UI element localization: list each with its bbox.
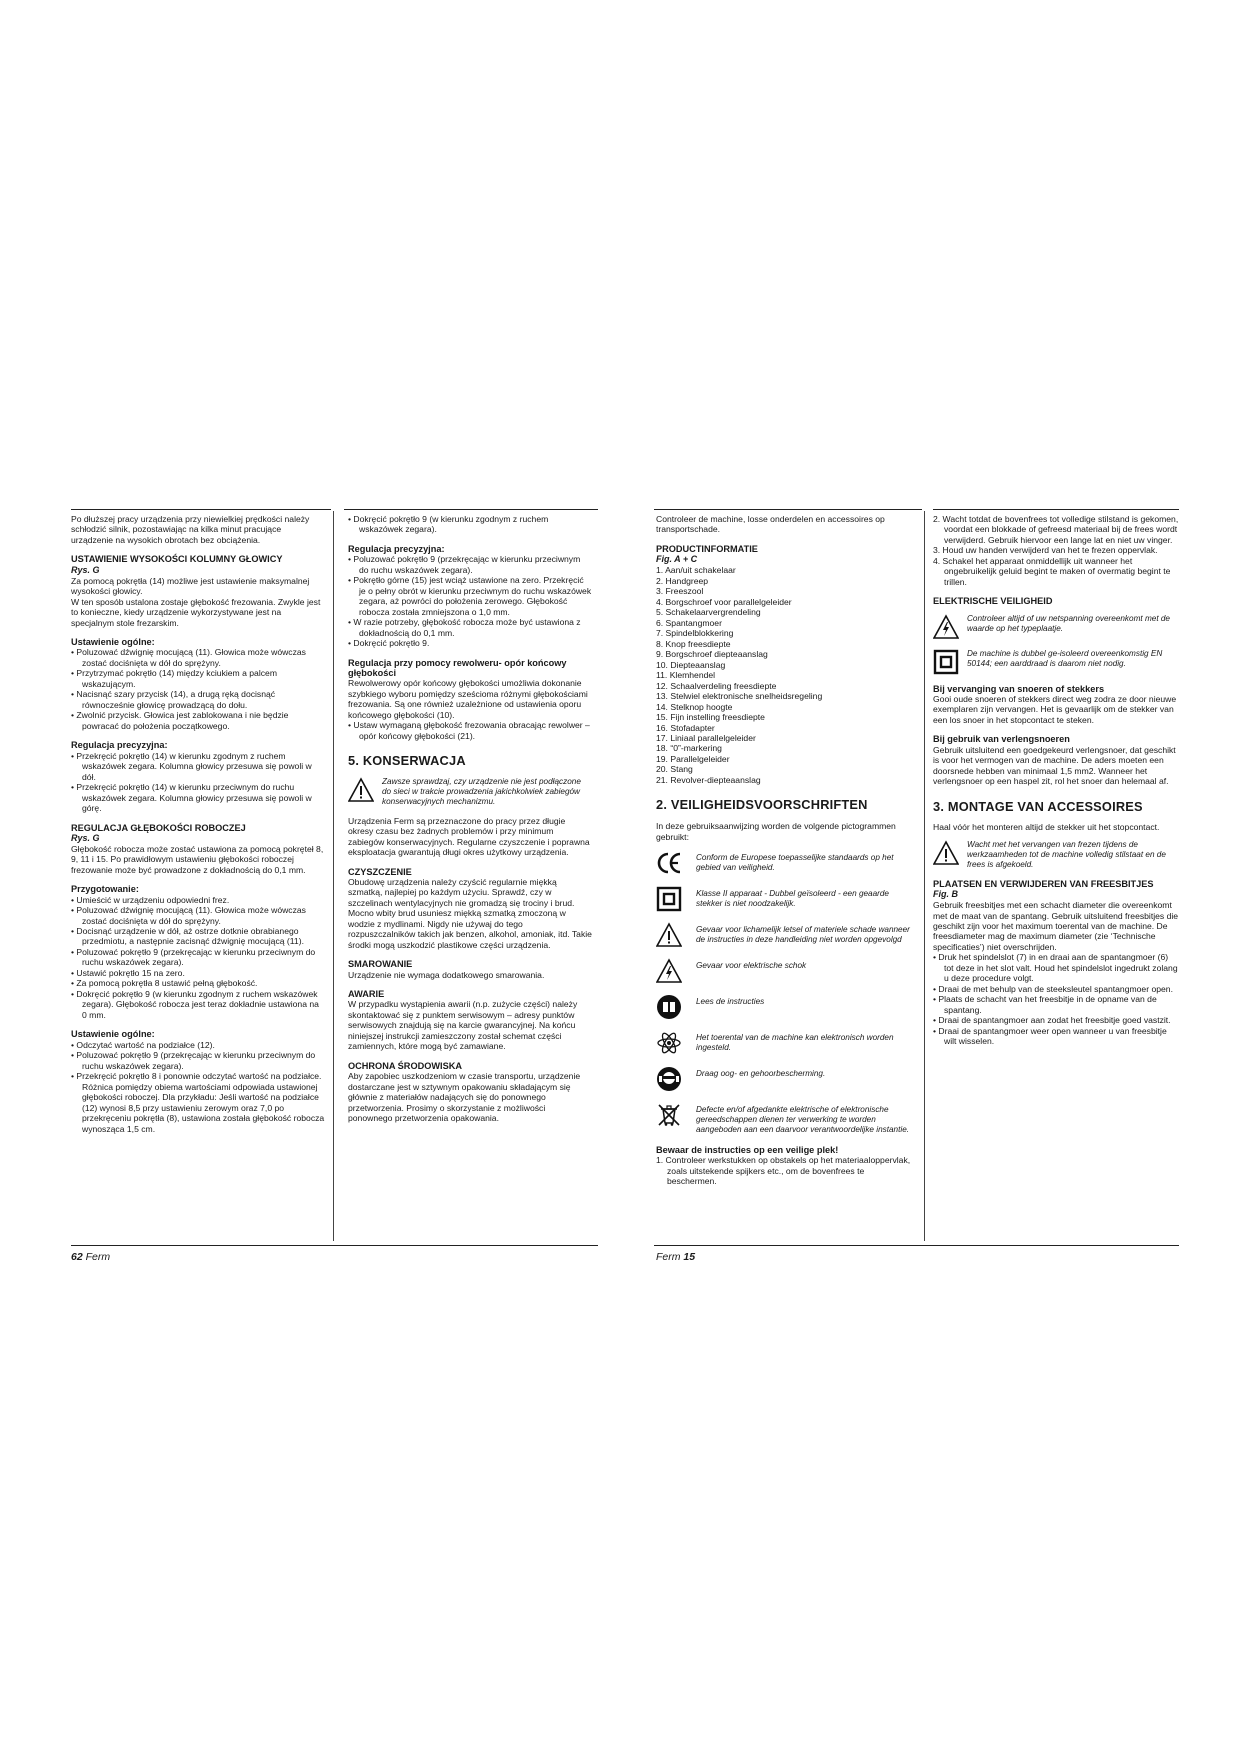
parts-list-item: 2. Handgreep [656, 575, 709, 586]
right-page-column-2 [933, 514, 1179, 1047]
pictogram-row [656, 1066, 916, 1092]
pictogram-row [656, 922, 916, 948]
warning-note [933, 614, 1179, 640]
left-footer-brand: Ferm [85, 1251, 111, 1263]
bullet-item: • Druk het spindelslot (7) in en draai aan de spantangmoer (6) tot deze in het slot valt. Houd het spindelslot ingedrukt zolang u deze procedure volgt. [933, 952, 1178, 984]
double-insulation-icon [656, 886, 682, 912]
subheading: Regulacja precyzyjna: [71, 740, 168, 751]
read-manual-icon [656, 994, 682, 1020]
keep-list [656, 1155, 916, 1186]
bullet-item: • Umieścić w urządzeniu odpowiedni frez. [71, 894, 230, 905]
parts-list-item: 14. Stelknop hoogte [656, 701, 733, 712]
bullet-item: 2. Wacht totdat de bovenfrees tot volledige stilstand is gekomen, voordat een blokkade of gefreesd materiaal bij de frees wordt verwijderd. Gebruik hiervoor een lange lat en niet uw vinger. [933, 514, 1179, 545]
subheading: Bij vervanging van snoeren of stekkers [933, 683, 1105, 694]
paragraph: Aby zapobiec uszkodzeniom w czasie transportu, urządzenie dostarczane jest w sztywnym opakowaniu składającym się głównie z materiałów nadających się do ponownego przetworzenia. Prosimy o skorzystanie z możliwości ponownego przetworzenia opakowania. [348, 1071, 581, 1124]
section-heading: 5. KONSERWACJA [348, 753, 466, 769]
left-page-number: 62 [71, 1251, 83, 1263]
warning-triangle-icon [656, 922, 682, 948]
parts-list-item: 16. Stofadapter [656, 722, 715, 733]
parts-list-item: 6. Spantangmoer [656, 617, 722, 628]
parts-list-item: 5. Schakelaarvergrendeling [656, 607, 761, 618]
warning-text: Controleer altijd of uw netspanning overeenkomt met de waarde op het typeplaatje. [967, 613, 1170, 633]
productinfo-fig: Fig. A + C [656, 554, 698, 565]
pictogram-text: Defecte en/of afgedankte elektrische of elektronische gereedschappen dienen ter verwerking te worden aangeboden aan een daarvoor verantwoordelijke instantie. [696, 1104, 910, 1134]
warning-text: Zawsze sprawdzaj, czy urządzenie nie jest podłączone do sieci w trakcie prowadzenia jakichkolwiek zabiegów konserwacyjnych mechanizmu. [382, 776, 581, 806]
paragraph: Za pomocą pokrętła (14) możliwe jest ustawienie maksymalnej wysokości głowicy. [71, 575, 310, 597]
figure-reference: Rys. G [71, 564, 100, 575]
pictogram-text: Gevaar voor elektrische schok [696, 960, 807, 970]
pictogram-text: Draag oog- en gehoorbescherming. [696, 1068, 826, 1078]
bottom-rule [71, 1245, 598, 1246]
pictogram-row [656, 1030, 916, 1056]
section-heading: 3. MONTAGE VAN ACCESSOIRES [933, 798, 1143, 814]
double-insulation-icon [933, 649, 959, 675]
parts-list-item: 17. Liniaal parallelgeleider [656, 732, 756, 743]
safety-intro: In deze gebruiksaanwijzing worden de volgende pictogrammen gebruikt: [656, 821, 896, 842]
productinfo-heading: PRODUCTINFORMATIE [656, 543, 758, 554]
warning-text: Wacht met het vervangen van frezen tijdens de werkzaamheden tot de machine volledig stilstaat en de frees is afgekoeld. [967, 839, 1166, 869]
eye-ear-protection-icon [656, 1066, 682, 1092]
parts-list-item: 21. Revolver-diepteaanslag [656, 774, 761, 785]
top-rule [344, 509, 598, 510]
parts-list-item: 10. Diepteaanslag [656, 659, 726, 670]
bullet-item: • Dokręcić pokrętło 9 (w kierunku zgodnym z ruchem wskazówek zegara). Głębokość robocza jest teraz dokładnie ustawiona na 0 mm. [71, 988, 319, 1020]
safety-heading: 2. VEILIGHEIDSVOORSCHRIFTEN [656, 797, 868, 813]
bullet-item: • Za pomocą pokrętła 8 ustawić pełną głębokość. [71, 978, 258, 989]
electronic-speed-icon [656, 1030, 682, 1056]
column-separator [924, 511, 925, 1241]
paragraph: Urządzenia Ferm są przeznaczone do pracy przez długie okresy czasu bez żadnych problemów i przy minimum zabiegów konserwacyjnych. Regularne czyszczenie i poprawna eksploatacja gwarantują długi okres użytkowy urządzenia. [348, 815, 590, 858]
bullet-item: • Poluzować pokrętło 9 (przekręcając w kierunku przeciwnym do ruchu wskazówek zegara). [71, 1050, 316, 1071]
ce-mark-icon [656, 850, 682, 876]
subheading: Ustawienie ogólne: [71, 637, 155, 648]
bullet-item: • Zwolnić przycisk. Głowica jest zablokowana i nie będzie powracać do położenia początkowego. [71, 710, 289, 731]
column-separator [333, 511, 334, 1241]
parts-list-item: 19. Parallelgeleider [656, 753, 730, 764]
pictogram-text: Klasse II apparaat - Dubbel geïsoleerd - een geaarde stekker is niet noodzakelijk. [696, 888, 889, 908]
bullet-item: 1. Controleer werkstukken op obstakels op het materiaaloppervlak, zoals uitstekende spijkers etc., om de bovenfrees te beschermen. [656, 1155, 911, 1187]
subheading: Regulacja przy pomocy rewolweru- opór końcowy głębokości [348, 657, 567, 678]
warning-note [348, 777, 592, 807]
parts-list-item: 12. Schaalverdeling freesdiepte [656, 680, 777, 691]
parts-list-item: 7. Spindelblokkering [656, 628, 734, 639]
paragraph: Głębokość robocza może zostać ustawiona za pomocą pokręteł 8, 9, 11 i 15. Po prawidłowym ustawieniu głębokości roboczej frezowanie może być prowadzone z dokładnością do 0,1 mm. [71, 843, 324, 875]
parts-list-item: 11. Klemhendel [656, 670, 716, 681]
parts-list-item: 13. Stelwiel elektronische snelheidsregeling [656, 691, 823, 702]
bullet-item: • Przytrzymać pokrętło (14) między kciukiem a palcem wskazującym. [71, 668, 277, 689]
parts-list-item: 8. Knop freesdiepte [656, 638, 731, 649]
parts-list-item: 9. Borgschroef diepteaanslag [656, 649, 768, 660]
left-page-column-1 [71, 514, 325, 1134]
paragraph: Gebruik freesbitjes met een schacht diameter die overeenkomt met de maat van de spantang. Gebruik uitsluitend freesbitjes die geschikt zijn voor het maximum toerental van de machine. De freesdiameter mag de maximum diameter (zie ‘Technische specificaties’) niet overschrijden. [933, 900, 1179, 952]
subheading: OCHRONA ŚRODOWISKA [348, 1060, 462, 1071]
bullet-item: • Plaats de schacht van het freesbitje in de opname van de spantang. [933, 994, 1157, 1015]
subheading: Ustawienie ogólne: [71, 1029, 155, 1040]
pictogram-row [656, 850, 916, 876]
bullet-item: • Dokręcić pokrętło 9. [348, 638, 430, 649]
bullet-item: • Draai de met behulp van de steeksleutel spantangmoer open. [933, 983, 1173, 994]
paragraph: W ten sposób ustalona zostaje głębokość frezowania. Zwykle jest to konieczne, kiedy urządzenie wykorzystywane jest na specjalnym stole frezarskim. [71, 596, 321, 628]
electric-shock-icon [933, 614, 959, 640]
right-footer-brand: Ferm [656, 1251, 681, 1263]
subheading: USTAWIENIE WYSOKOŚCI KOLUMNY GŁOWICY [71, 554, 283, 565]
bullet-item: • Przekręcić pokrętło (14) w kierunku przeciwnym do ruchu wskazówek zegara. Kolumna głowicy przesuwa się powoli w górę. [71, 782, 312, 814]
parts-list [656, 565, 916, 785]
bullet-item: • Ustawić pokrętło 15 na zero. [71, 967, 185, 978]
right-page-number: 15 [683, 1251, 696, 1263]
subheading: Regulacja precyzyjna: [348, 543, 445, 554]
warning-triangle-icon [348, 777, 374, 803]
bullet-item: • Odczytać wartość na podziałce (12). [71, 1039, 215, 1050]
bullet-item: 4. Schakel het apparaat onmiddellijk uit wanneer het ongebruikelijk geluid begint te maken of overmatig begint te trillen. [933, 555, 1171, 587]
paragraph: Urządzenie nie wymaga dodatkowego smarowania. [348, 969, 545, 980]
warning-text: De machine is dubbel ge-isoleerd overeenkomstig EN 50144; een aarddraad is daarom niet nodig. [967, 648, 1163, 668]
bullet-item: • W razie potrzeby, głębokość robocza może być ustawiona z dokładnością do 0,1 mm. [348, 617, 581, 638]
bullet-item: • Przekręcić pokrętło 8 i ponownie odczytać wartość na podziałce. Różnica pomiędzy obiema wartościami odpowiada ustawionej głębokości roboczej. Dla przykładu: Jeśli wartość na podziałce (12) wynosi 8,5 przy ustawieniu zerowym oraz 7,0 po przekręceniu pokrętła (8), ustawiona została głębokość robocza wynosząca 1,5 cm. [71, 1071, 325, 1134]
subheading: Przygotowanie: [71, 884, 139, 895]
bullet-item: • Nacisnąć szary przycisk (14), a drugą ręką docisnąć równocześnie głowicę prowadzącą do dołu. [71, 689, 276, 710]
bullet-item: • Przekręcić pokrętło (14) w kierunku zgodnym z ruchem wskazówek zegara. Kolumna głowicy przesuwa się powoli w dół. [71, 750, 312, 782]
pictogram-text: Lees de instructies [696, 996, 765, 1006]
warning-note [933, 840, 1179, 870]
electric-shock-icon [656, 958, 682, 984]
bottom-rule [654, 1245, 1179, 1246]
bullet-item: • Poluzować pokrętło 9 (przekręcając w kierunku przeciwnym do ruchu wskazówek zegara). [348, 554, 581, 575]
parts-list-item: 3. Freeszool [656, 586, 704, 597]
parts-list-item: 18. “0”-markering [656, 743, 722, 754]
warning-triangle-icon [933, 840, 959, 866]
bullet-item: • Poluzować pokrętło 9 (przekręcając w kierunku przeciwnym do ruchu wskazówek zegara). [71, 946, 316, 968]
paragraph: Po dłuższej pracy urządzenia przy niewielkiej prędkości należy schłodzić silnik, pozostawiając na kilka minut pracujące urządzenie na wysokich obrotach bez obciążenia. [71, 514, 310, 545]
top-rule [933, 509, 1179, 510]
subheading: Bij gebruik van verlengsnoeren [933, 734, 1070, 745]
parts-list-item: 15. Fijn instelling freesdiepte [656, 712, 765, 723]
paragraph: Gooi oude snoeren of stekkers direct weg zodra ze door nieuwe exemplaren zijn vervangen. Het is gevaarlijk om de stekker van een los snoer in het stopcontact te steken. [933, 693, 1177, 725]
bullet-item: • Poluzować dźwignię mocującą (11). Głowica może wówczas zostać dociśnięta w dół do sprężyny. [71, 647, 306, 668]
pictogram-row [656, 958, 916, 984]
paragraph: Obudowę urządzenia należy czyścić regularnie miękką szmatką, najlepiej po każdym użyciu. Sprawdź, czy w szczelinach wentylacyjnych nie gromadzą się trociny i brud. Mocno wbity brud usuniesz miękką szmatką zmoczoną w wodzie z mydlinami. Nigdy nie używaj do tego rozpuszczalników takich jak benzen, alkohol, amoniak, itd. Takie środki mogą uszkodzić plastikowe części urządzenia. [348, 876, 592, 950]
top-rule [71, 509, 331, 510]
bullet-item: • Draai de spantangmoer aan zodat het freesbitje goed vastzit. [933, 1015, 1171, 1026]
figure-reference: Fig. B [933, 889, 958, 900]
pictogram-text: Gevaar voor lichamelijk letsel of materiele schade wanneer de instructies in deze handleiding niet worden opgevolgd [696, 924, 910, 944]
parts-list-item: 20. Stang [656, 764, 693, 775]
subheading: AWARIE [348, 989, 385, 1000]
left-page-column-2 [348, 514, 592, 1124]
right-page-column-1 [656, 514, 916, 1187]
paragraph: Gebruik uitsluitend een goedgekeurd verlengsnoer, dat geschikt is voor het vermogen van de machine. De aders moeten een doorsnede hebben van minimaal 1,5 mm2. Wanneer het verlengsnoer op een haspel zit, rol het snoer dan helemaal af. [933, 744, 1176, 787]
subheading: ELEKTRISCHE VEILIGHEID [933, 596, 1053, 607]
keep-instructions-heading: Bewaar de instructies op een veilige plek! [656, 1144, 839, 1155]
paragraph: Haal vóór het monteren altijd de stekker uit het stopcontact. [933, 822, 1160, 833]
right-footer [656, 1251, 695, 1264]
pictogram-row [656, 994, 916, 1020]
subheading: SMAROWANIE [348, 959, 413, 970]
pictogram-row [656, 1102, 916, 1135]
pictogram-row [656, 886, 916, 912]
bullet-item: • Pokrętło górne (15) jest wciąż ustawione na zero. Przekręcić je o pełny obrót w kierunku przeciwnym do ruchu wskazówek zegara, aż powróci do położenia zerowego. Głębokość robocza została zmniejszona o 1,0 mm. [348, 575, 592, 617]
pictogram-text: Het toerental van de machine kan elektronisch worden ingesteld. [696, 1032, 894, 1052]
left-footer [71, 1251, 110, 1264]
subheading: PLAATSEN EN VERWIJDEREN VAN FREESBITJES [933, 878, 1154, 889]
bullet-item: • Ustaw wymaganą głębokość frezowania obracając rewolwer – opór końcowy głębokości (21). [348, 720, 590, 741]
figure-reference: Rys. G [71, 832, 100, 843]
bullet-item: • Dokręcić pokrętło 9 (w kierunku zgodnym z ruchem wskazówek zegara). [348, 514, 549, 535]
bullet-item: 3. Houd uw handen verwijderd van het te frezen oppervlak. [933, 545, 1158, 556]
weee-bin-icon [656, 1102, 682, 1128]
paragraph: Rewolwerowy opór końcowy głębokości umożliwia dokonanie szybkiego wyboru pomiędzy sześcioma różnymi głębokościami frezowania. Są one również uzależnione od ustawienia oporu końcowego głębokości (10). [348, 678, 588, 720]
pictogram-text: Conform de Europese toepasselijke standaards op het gebied van veiligheid. [696, 852, 894, 872]
pictogram-list [656, 850, 916, 1135]
subheading: CZYSZCZENIE [348, 866, 412, 877]
subheading: REGULACJA GŁĘBOKOŚCI ROBOCZEJ [71, 822, 246, 833]
paragraph: W przypadku wystąpienia awarii (n.p. zużycie części) należy skontaktować się z punktem serwisowym – adresy punktów serwisowych znajdują się na karcie gwarancyjnej. Na końcu niniejszej instrukcji zamieszczony został schemat części zamiennych, które mogą być zamawiane. [348, 999, 578, 1052]
intro-text: Controleer de machine, losse onderdelen en accessoires op transportschade. [656, 514, 885, 535]
parts-list-item: 4. Borgschroef voor parallelgeleider [656, 596, 792, 607]
bullet-item: • Draai de spantangmoer weer open wanneer u van freesbitje wilt wisselen. [933, 1025, 1167, 1047]
top-rule [654, 509, 922, 510]
bullet-item: • Docisnąć urządzenie w dół, aż ostrze dotknie obrabianego przedmiotu, a następnie zacisnąć dźwignię mocującą (11). [71, 925, 304, 947]
bullet-item: • Poluzować dźwignię mocującą (11). Głowica może wówczas zostać dociśnięta w dół do sprężyny. [71, 905, 306, 926]
warning-note [933, 649, 1179, 675]
parts-list-item: 1. Aan/uit schakelaar [656, 565, 736, 576]
